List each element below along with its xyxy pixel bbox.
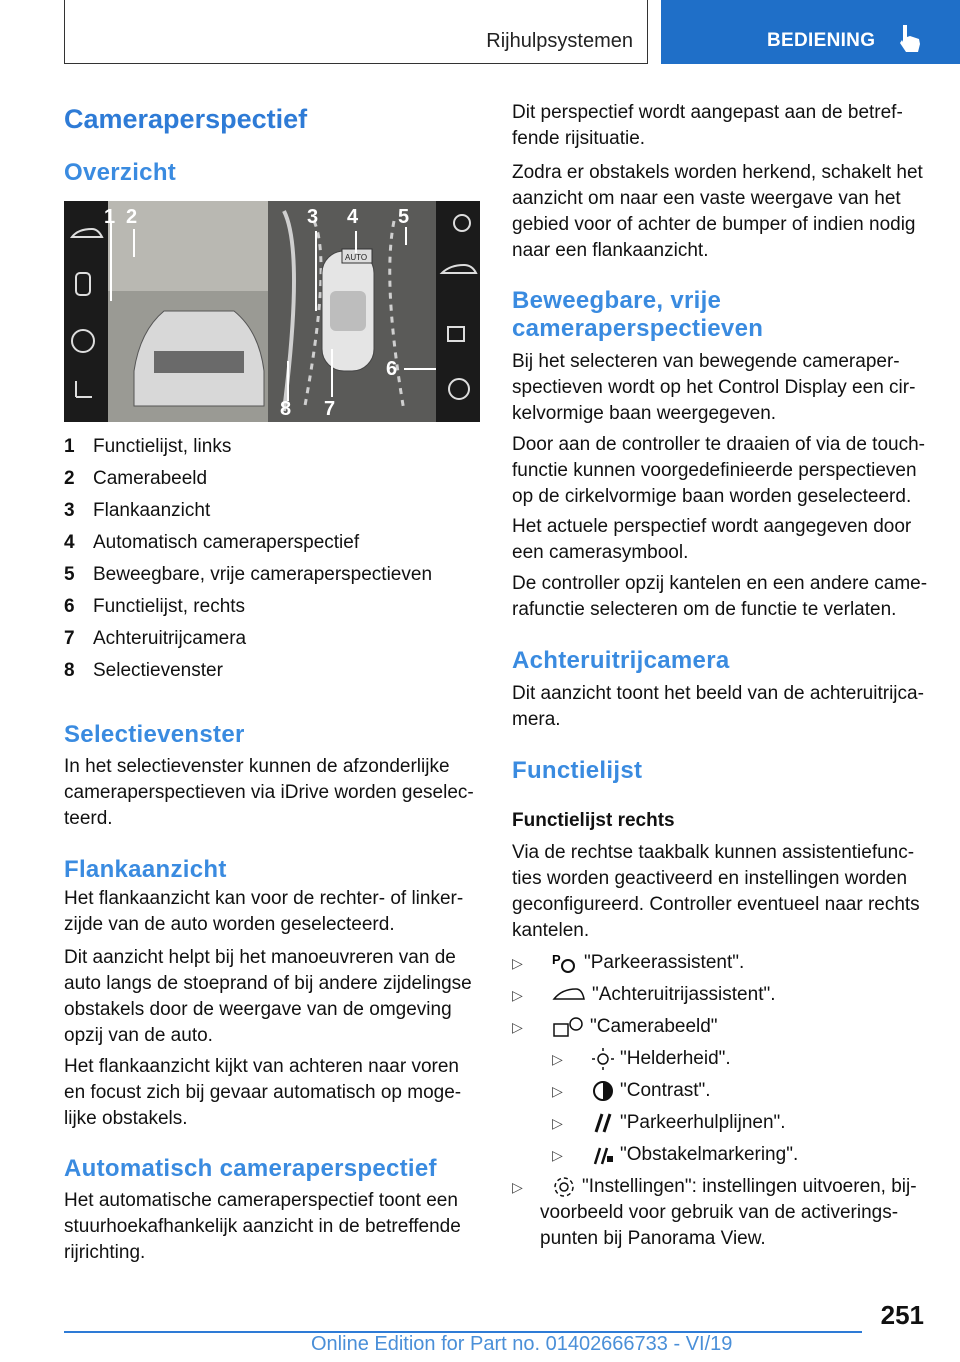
text-line: Beweegbare, vrije [512,287,722,314]
callout-1: 1 [104,206,116,228]
bullet-triangle-icon: ▷ [552,1051,563,1067]
flankaanzicht-heading: Flankaanzicht [64,856,227,883]
bullet-triangle-icon: ▷ [552,1147,563,1163]
bullet-triangle-icon: ▷ [512,1179,523,1195]
list-item-achteruitrijassistent[interactable] [512,982,776,1008]
header-section-box [64,0,648,64]
legend-text: Automatisch cameraperspectief [93,532,360,553]
callout-6: 6 [386,358,398,380]
item-label: "Parkeerhulplijnen". [620,1112,786,1133]
movable-p4 [512,571,927,623]
perspective-p1 [512,100,903,152]
list-item-helderheid[interactable] [552,1046,731,1072]
text-line: auto langs de stoeprand of bij andere zijdelingse [64,973,472,994]
text-line: Bij het selecteren van bewegende cameraper- [512,351,900,372]
text-line: gebied voor of achter de bumper of indien nodig [512,214,916,235]
text-line: voorbeeld voor gebruik van de activerings- [540,1202,899,1223]
text-line: op de cirkelvormige baan worden geselecteerd. [512,486,912,507]
flankaanzicht-p2 [64,945,472,1049]
page-number: 251 [880,1300,924,1330]
auto-perspective-text [64,1188,461,1266]
list-item-parkeerhulplijnen[interactable] [552,1110,786,1136]
bullet-triangle-icon: ▷ [552,1083,563,1099]
selectievenster-heading: Selectievenster [64,721,245,748]
text-line: Het automatische cameraperspectief toont een [64,1190,458,1211]
legend-number: 2 [64,468,75,489]
text-line: Dit aanzicht toont het beeld van de achteruitrijca- [512,683,924,704]
settings-icon [552,1175,576,1199]
legend-text: Achteruitrijcamera [93,628,247,649]
callout-4: 4 [347,206,359,228]
parking-assist-icon [552,952,578,974]
text-line: een camerasymbool. [512,542,689,563]
legend-number: 7 [64,628,75,649]
parking-lines-icon [592,1112,614,1134]
callout-7: 7 [324,398,336,420]
item-label: "Contrast". [620,1080,711,1101]
header-chapter-tab[interactable] [661,0,960,64]
callout-5: 5 [398,206,410,228]
brightness-icon [592,1048,614,1070]
item-label: "Helderheid". [620,1048,731,1069]
text-line: De controller opzij kantelen en een andere came- [512,573,928,594]
text-line: mera. [512,709,561,730]
legend-text: Selectievenster [93,660,223,681]
text-line: naar een flankaanzicht. [512,240,709,261]
text-line: ties worden geactiveerd en instellingen worden [512,868,908,889]
function-list-text [512,840,920,944]
rear-camera-heading: Achteruitrijcamera [512,647,730,674]
text-line: Via de rechtse taakbalk kunnen assistentiefunc- [512,842,915,863]
text-line: aanzicht om naar een vaste weergave van het [512,188,901,209]
bullet-triangle-icon: ▷ [512,955,523,971]
footer-edition: Online Edition for Part no. 01402666733 - VI/19 [311,1333,733,1355]
text-line: stuurhoekafhankelijk aanzicht in de betreffende [64,1216,461,1237]
settings-continuation [540,1200,898,1252]
contrast-icon [592,1080,614,1102]
legend-text: Beweegbare, vrije cameraperspectieven [93,564,433,585]
selectievenster-text [64,754,474,832]
callout-8: 8 [280,398,292,420]
text-line: punten bij Panorama View. [540,1228,766,1249]
text-line: rijrichting. [64,1242,146,1263]
item-label: "Parkeerassistent". [584,952,745,973]
pointing-hand-icon [894,22,928,56]
page-title: Cameraperspectief [64,104,308,134]
bullet-triangle-icon: ▷ [552,1115,563,1131]
item-label: "Obstakelmarkering". [620,1144,799,1165]
obstacle-marking-icon [592,1144,614,1166]
text-line: functie kunnen voorgedefinieerde perspectieven [512,460,917,481]
text-line: opzij van de auto. [64,1025,213,1046]
reversing-assist-icon [552,987,586,1003]
text-line: In het selectievenster kunnen de afzonderlijke [64,756,450,777]
bullet-triangle-icon: ▷ [512,987,523,1003]
header-chapter-label: BEDIENING [767,30,876,51]
camera-image-icon [552,1016,584,1038]
callout-2: 2 [126,206,138,228]
header-section-label: Rijhulpsystemen [486,30,633,52]
text-line: obstakels door de weergave van de omgeving [64,999,452,1020]
legend-number: 1 [64,436,75,457]
text-line: fende rijsituatie. [512,128,646,149]
movable-perspectives-heading [512,287,763,343]
text-line: Het actuele perspectief wordt aangegeven door [512,516,912,537]
legend-number: 5 [64,564,75,585]
item-label: "Achteruitrijassistent". [592,984,776,1005]
text-line: lijke obstakels. [64,1108,188,1129]
text-line: rafunctie selecteren om de functie te verlaten. [512,599,897,620]
list-item-obstakelmarkering[interactable] [552,1142,798,1168]
item-label: "Camerabeeld" [590,1016,718,1037]
list-item-contrast[interactable] [552,1078,711,1104]
flankaanzicht-p1 [64,886,463,938]
movable-p3 [512,514,911,566]
text-line: Dit aanzicht helpt bij het manoeuvreren van de [64,947,456,968]
svg-text:P: P [552,951,561,967]
list-item-camerabeeld[interactable] [512,1014,718,1040]
text-line: Door aan de controller te draaien of via de touch- [512,434,925,455]
rear-camera-text [512,681,924,733]
auto-perspective-heading: Automatisch cameraperspectief [64,1155,437,1182]
movable-p2 [512,432,925,510]
text-line: en focust zich bij gevaar automatisch op moge- [64,1082,462,1103]
text-line: cameraperspectieven via iDrive worden geselec- [64,782,474,803]
legend-number: 6 [64,596,75,617]
auto-label: AUTO [345,253,368,262]
text-line: kelvormige baan weergegeven. [512,403,777,424]
camera-display-figure [64,201,480,422]
legend-text: Functielijst, rechts [93,596,246,617]
overview-heading: Overzicht [64,159,177,186]
text-line: Het flankaanzicht kan voor de rechter- of linker- [64,888,464,909]
legend-number: 8 [64,660,75,681]
text-line: cameraperspectieven [512,315,764,342]
text-line: Zodra er obstakels worden herkend, schakelt het [512,162,923,183]
callout-3: 3 [307,206,319,228]
legend-text: Functielijst, links [93,436,232,457]
text-line: zijde van de auto worden geselecteerd. [64,914,395,935]
legend-text: Camerabeeld [93,468,208,489]
text-line: kantelen. [512,920,590,941]
text-line: Het flankaanzicht kijkt van achteren naar voren [64,1056,459,1077]
legend-text: Flankaanzicht [93,500,211,521]
legend-number: 4 [64,532,75,553]
function-list-heading: Functielijst [512,757,643,784]
movable-p1 [512,349,915,427]
legend-number: 3 [64,500,75,521]
text-line: spectieven wordt op het Control Display een cir- [512,377,916,398]
text-line: Dit perspectief wordt aangepast aan de betref- [512,102,903,123]
list-item-instellingen[interactable] [512,1174,917,1200]
function-list-right-subheading: Functielijst rechts [512,810,675,831]
text-line: teerd. [64,808,113,829]
text-line: geconfigureerd. Controller eventueel naar rechts [512,894,920,915]
list-item-parkeerassistent[interactable] [512,950,744,976]
bullet-triangle-icon: ▷ [512,1019,523,1035]
item-label: "Instellingen": instellingen uitvoeren, bij- [582,1176,917,1197]
flankaanzicht-p3 [64,1054,461,1132]
perspective-p2 [512,160,923,264]
